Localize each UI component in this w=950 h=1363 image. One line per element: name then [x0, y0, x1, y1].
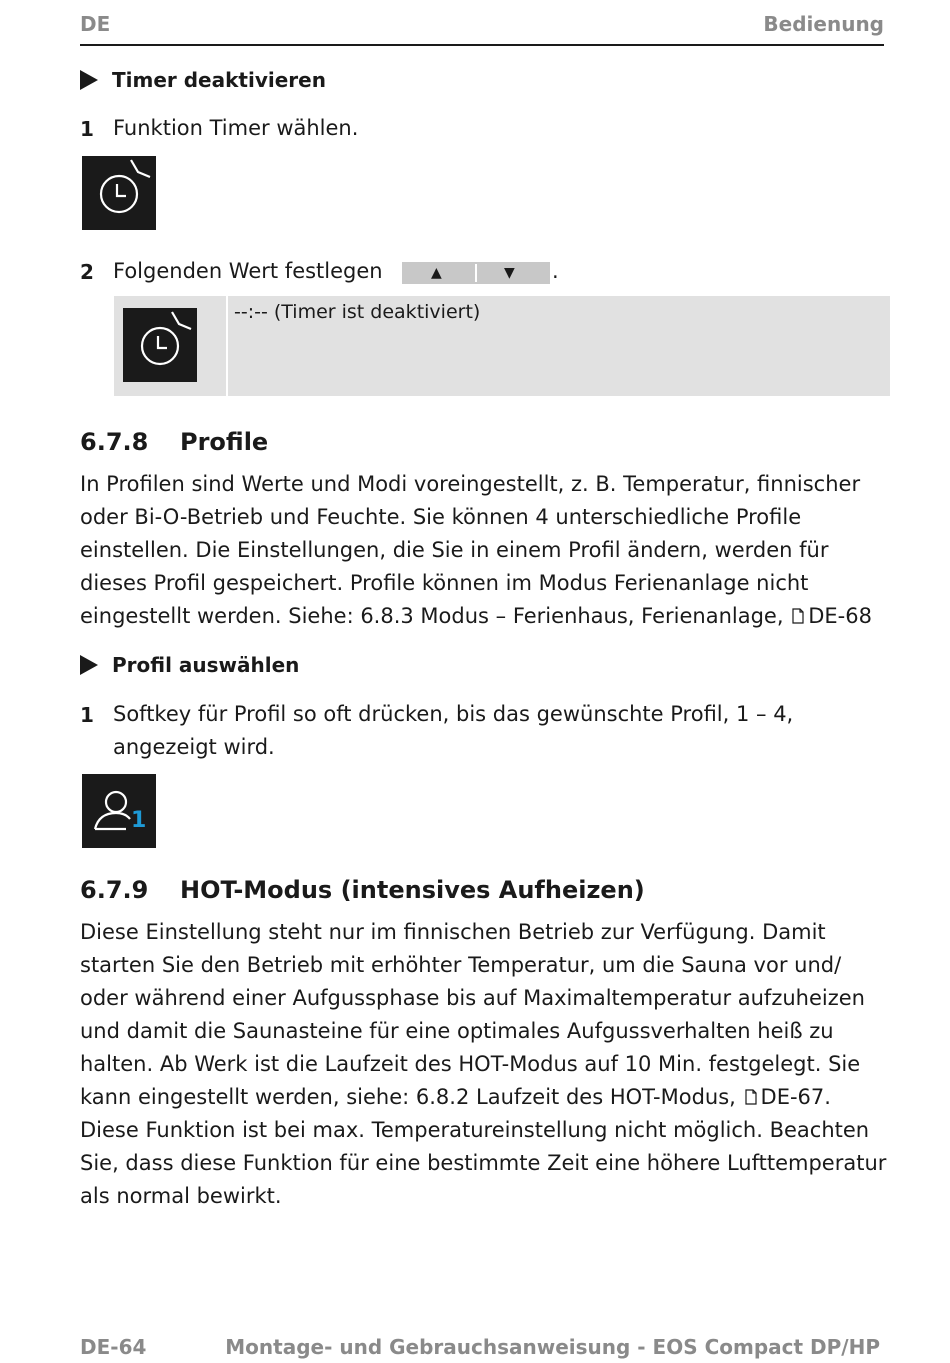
- up-arrow-icon: ▲: [431, 265, 442, 281]
- document-icon: [745, 1089, 757, 1105]
- timer-icon: [123, 308, 197, 382]
- timer-value-table: [114, 296, 890, 396]
- profiles-paragraph: [80, 468, 890, 633]
- step-text: Folgenden Wert festlegen: [113, 259, 383, 283]
- timer-icon-box: [82, 156, 156, 230]
- table-divider: [226, 296, 228, 396]
- hot-mode-paragraph-text: Diese Einstellung steht nur im finnischen Betrieb zur Verfügung. Damit starten Sie den Betrieb mit erhöhter Temperatur, um die Sauna vor und/ oder während einer Aufgussphase bis auf Maximaltemperatur aufzuheizen und damit die Saunasteine für eine optimales Aufgussverhalten heiß zu halten. Ab Werk ist die Laufzeit des HOT-Modus auf 10 Min. festgelegt. Sie kann eingestellt werden, siehe: 6.8.2 Laufzeit des HOT-Modus,: [80, 920, 865, 1109]
- triangle-bullet-icon: [80, 70, 98, 90]
- step-text: Softkey für Profil so oft drücken, bis das gewünschte Profil, 1 – 4, angezeigt wird.: [113, 702, 794, 759]
- timer-icon: [82, 156, 156, 230]
- hot-mode-paragraph: [80, 916, 890, 1213]
- page-reference-link[interactable]: DE-67.: [760, 1085, 831, 1109]
- footer-title: Montage- und Gebrauchsanweisung - EOS Compact DP/HP: [225, 1335, 880, 1359]
- timer-off-heading-text: Timer deaktivieren: [112, 68, 326, 92]
- profile-select-heading: [80, 653, 299, 677]
- profiles-paragraph-text: In Profilen sind Werte und Modi voreingestellt, z. B. Temperatur, finnischer oder Bi-O-Betrieb und Feuchte. Sie können 4 unterschiedliche Profile einstellen. Die Einstellungen, die Sie in einem Profil ändern, werden für dieses Profil gespeichert. Profile können im Modus Ferienanlage nicht eingestellt werden. Siehe: 6.8.3 Modus – Ferienhaus, Ferienanlage,: [80, 472, 861, 628]
- profile-number: 1: [131, 808, 147, 833]
- timer-value-text: --:-- (Timer ist deaktiviert): [234, 301, 481, 323]
- section-heading-hot-mode: [80, 876, 645, 904]
- section-number: 6.7.8: [80, 428, 149, 456]
- section-title: Profile: [180, 428, 269, 456]
- header-section: Bedienung: [763, 12, 884, 36]
- header-language: DE: [80, 12, 111, 36]
- hot-mode-paragraph-rest: Diese Funktion ist bei max. Temperatureinstellung nicht möglich. Beachten Sie, dass diese Funktion für eine bestimmte Zeit eine höhere Lufttemperatur als normal bewirkt.: [80, 1118, 887, 1208]
- document-icon: [792, 608, 804, 624]
- arrow-separator: [475, 264, 477, 282]
- section-heading-profiles: [80, 428, 268, 456]
- timer-icon-box: [123, 308, 197, 382]
- page-reference-link[interactable]: DE-68: [808, 604, 872, 628]
- step-text-end: .: [552, 259, 559, 283]
- profile-select-heading-text: Profil auswählen: [112, 653, 300, 677]
- header-rule: [80, 44, 884, 46]
- arrow-keys: [402, 262, 550, 284]
- down-arrow-icon: ▼: [504, 265, 515, 281]
- timer-off-heading: [80, 68, 326, 92]
- profile-icon-box: [82, 774, 156, 848]
- step-number: 1: [80, 117, 94, 141]
- section-title: HOT-Modus (intensives Aufheizen): [180, 876, 645, 904]
- section-number: 6.7.9: [80, 876, 149, 904]
- footer-page-number: DE-64: [80, 1335, 147, 1359]
- triangle-bullet-icon: [80, 655, 98, 675]
- step-number: 2: [80, 260, 94, 284]
- step-text: Funktion Timer wählen.: [113, 116, 359, 140]
- step-number: 1: [80, 703, 94, 727]
